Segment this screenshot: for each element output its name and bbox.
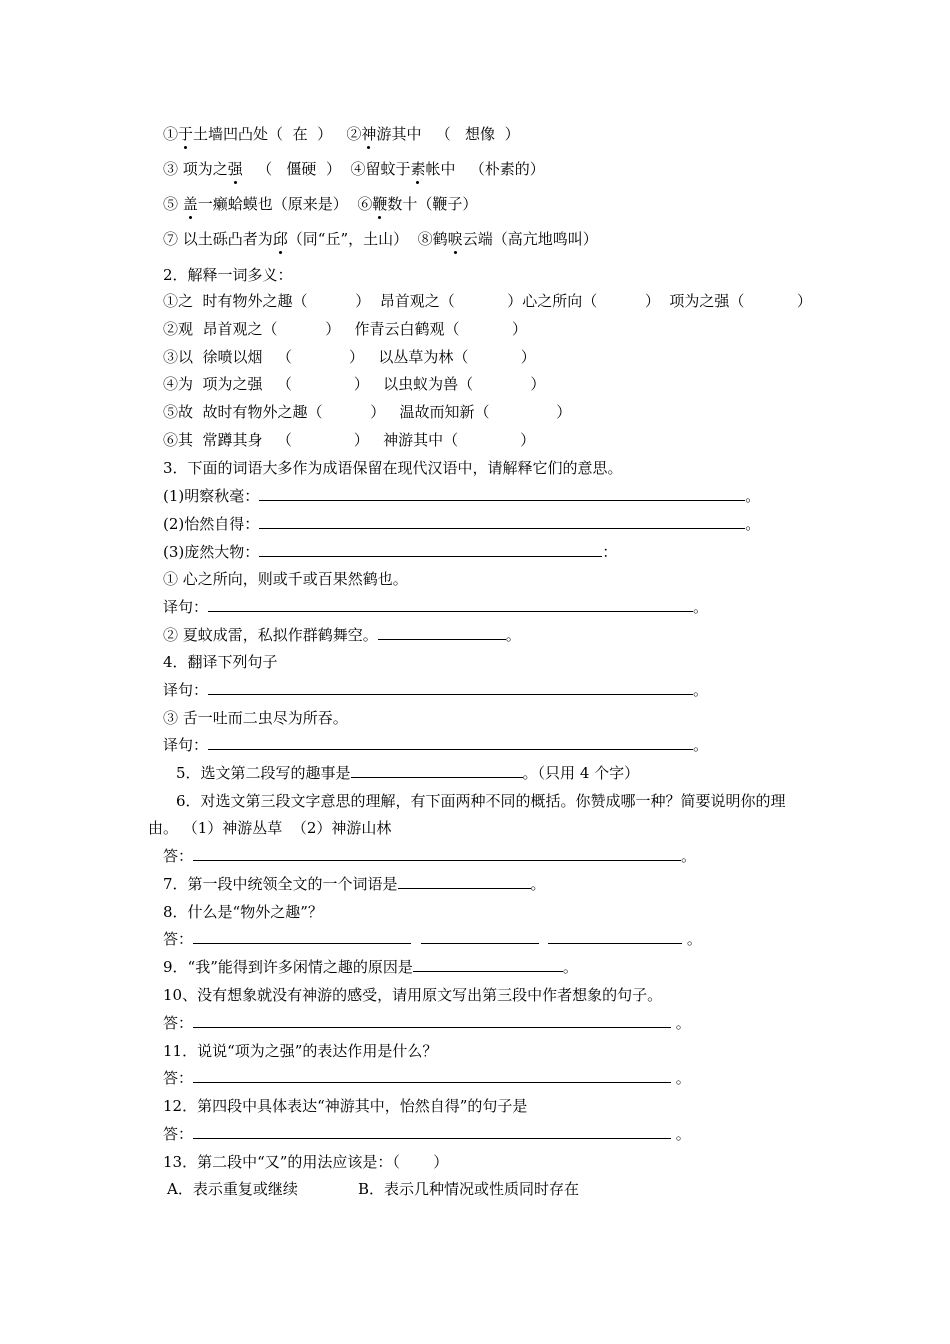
q6-line-2: 由。 （1）神游丛草 （2）神游山林 (148, 819, 392, 837)
sentence-2 (163, 625, 521, 645)
punct: 。 (681, 847, 697, 865)
translation-line-2 (163, 680, 708, 700)
answer-blank[interactable] (193, 1124, 671, 1139)
label: (3)庞然大物： (163, 543, 260, 561)
punct: 。 (671, 1125, 691, 1143)
q3-item-3 (163, 542, 617, 562)
q2-row-4: ④为 项为之强 （ ） 以虫蚁为兽（ ） (163, 375, 546, 393)
label: 答： (163, 1014, 194, 1032)
text: 土墙凹凸处（ 在 ） ② (193, 125, 362, 143)
sentence-3: ③ 舌一吐而二虫尽为所吞。 (163, 709, 348, 727)
text: 一癞蛤蟆也（原来是） ⑥ (197, 195, 373, 213)
label: 答： (163, 1125, 194, 1143)
answer-blank[interactable] (193, 1068, 671, 1083)
q8-answer (163, 929, 702, 949)
punct: 。 (671, 1069, 691, 1087)
text: （同“丘”，土山） ⑧鹤 (287, 230, 448, 248)
punct: ： (602, 543, 618, 561)
q2-row-6: ⑥其 常蹲其身 （ ） 神游其中（ ） (163, 431, 536, 449)
punct: 。 (693, 598, 709, 616)
q10-answer (163, 1013, 691, 1033)
q11-answer (163, 1068, 691, 1088)
emphasis-char: 神 (361, 125, 377, 143)
text: 云端（高亢地鸣叫） (462, 230, 598, 248)
q2-row-5: ⑤故 故时有物外之趣（ ） 温故而知新（ ） (163, 403, 572, 421)
sentence-1: ① 心之所向，则或千或百果然鹤也。 (163, 570, 408, 588)
emphasis-char: 强 (227, 160, 243, 178)
text: ① (163, 125, 179, 143)
answer-blank[interactable] (193, 1013, 671, 1028)
text: 5．选文第二段写的趣事是 (176, 764, 351, 782)
q3-title: 3．下面的词语大多作为成语保留在现代汉语中，请解释它们的意思。 (163, 459, 623, 477)
text: 数十（鞭子） (387, 195, 478, 213)
emphasis-char: 盖 (182, 195, 198, 213)
answer-blank[interactable] (421, 929, 539, 944)
text: ⑤ (163, 195, 183, 213)
q12-answer (163, 1124, 691, 1144)
q13-option-b[interactable]: B．表示几种情况或性质同时存在 (358, 1180, 580, 1198)
q12-title: 12．第四段中具体表达“神游其中，怡然自得”的句子是 (163, 1097, 528, 1115)
label: 译句： (163, 681, 209, 699)
punct: 。 (693, 681, 709, 699)
answer-blank[interactable] (208, 597, 693, 612)
emphasis-char: 邱 (272, 230, 288, 248)
punct: 。 (505, 626, 521, 644)
text: ③ 项为之 (163, 160, 228, 178)
q2-row-1: ①之 时有物外之趣（ ） 昂首观之（ ）心之所向（ ） 项为之强（ ） (163, 292, 812, 310)
q7 (163, 874, 546, 894)
q2-row-3: ③以 徐喷以烟 （ ） 以丛草为林（ ） (163, 348, 536, 366)
label: (1)明察秋毫： (163, 487, 260, 505)
q2-title: 2．解释一词多义： (163, 266, 293, 284)
answer-blank[interactable] (378, 625, 506, 640)
answer-blank[interactable] (413, 957, 563, 972)
punct: 。 (745, 515, 761, 533)
punct: 。 (693, 736, 709, 754)
answer-blank[interactable] (548, 929, 682, 944)
answer-blank[interactable] (398, 874, 531, 889)
emphasis-char: 素 (410, 160, 426, 178)
q1-item-row-3 (163, 194, 477, 218)
answer-blank[interactable] (208, 735, 693, 750)
text: 7．第一段中统领全文的一个词语是 (163, 875, 398, 893)
answer-blank[interactable] (259, 486, 745, 501)
emphasis-char: 鞭 (372, 195, 388, 213)
q10-title: 10、没有想象就没有神游的感受，请用原文写出第三段中作者想象的句子。 (163, 986, 663, 1004)
emphasis-char: 唳 (447, 230, 463, 248)
translation-line-3 (163, 735, 708, 755)
answer-blank[interactable] (208, 680, 693, 695)
q3-item-1 (163, 486, 760, 506)
punct: 。 (745, 487, 761, 505)
text: 。（只用 4 个字） (522, 764, 640, 782)
text: 9．“我”能得到许多闲情之趣的原因是 (163, 958, 413, 976)
punct: 。 (671, 1014, 691, 1032)
punct: 。 (562, 958, 578, 976)
label: 译句： (163, 598, 209, 616)
q4-title: 4．翻译下列句子 (163, 653, 278, 671)
q8-title: 8．什么是“物外之趣”？ (163, 903, 323, 921)
answer-blank[interactable] (193, 846, 681, 861)
text: 游其中 （ 想像 ） (376, 125, 520, 143)
answer-blank[interactable] (193, 929, 411, 944)
q9 (163, 957, 578, 977)
q1-item-row-1 (163, 124, 520, 148)
answer-blank[interactable] (259, 514, 745, 529)
translation-line-1 (163, 597, 708, 617)
q6-answer (163, 846, 696, 866)
q1-item-row-2 (163, 159, 545, 183)
label: 答： (163, 930, 194, 948)
text: ② 夏蚊成雷，私拟作群鹤舞空。 (163, 626, 378, 644)
punct: 。 (682, 930, 702, 948)
label: 答： (163, 847, 194, 865)
text: （ 僵硬 ） ④留蚊于 (242, 160, 411, 178)
q1-item-row-4 (163, 229, 598, 253)
emphasis-char: 于 (178, 125, 194, 143)
text: 帐中 （朴素的） (425, 160, 545, 178)
q13-title: 13．第二段中“又”的用法应该是：（ ） (163, 1153, 449, 1171)
label: 译句： (163, 736, 209, 754)
answer-blank[interactable] (259, 542, 602, 557)
label: (2)怡然自得： (163, 515, 260, 533)
label: 答： (163, 1069, 194, 1087)
q6-line-1: 6．对选文第三段文字意思的理解，有下面两种不同的概括。你赞成哪一种？简要说明你的理 (176, 792, 786, 810)
q3-item-2 (163, 514, 760, 534)
answer-blank[interactable] (351, 763, 523, 778)
q5 (176, 763, 639, 783)
punct: 。 (530, 875, 546, 893)
q13-option-a[interactable]: A．表示重复或继续 (167, 1180, 298, 1198)
q11-title: 11．说说“项为之强”的表达作用是什么？ (163, 1042, 438, 1060)
q2-row-2: ②观 昂首观之（ ） 作青云白鹤观（ ） (163, 320, 527, 338)
text: ⑦ 以土砾凸者为 (163, 230, 273, 248)
